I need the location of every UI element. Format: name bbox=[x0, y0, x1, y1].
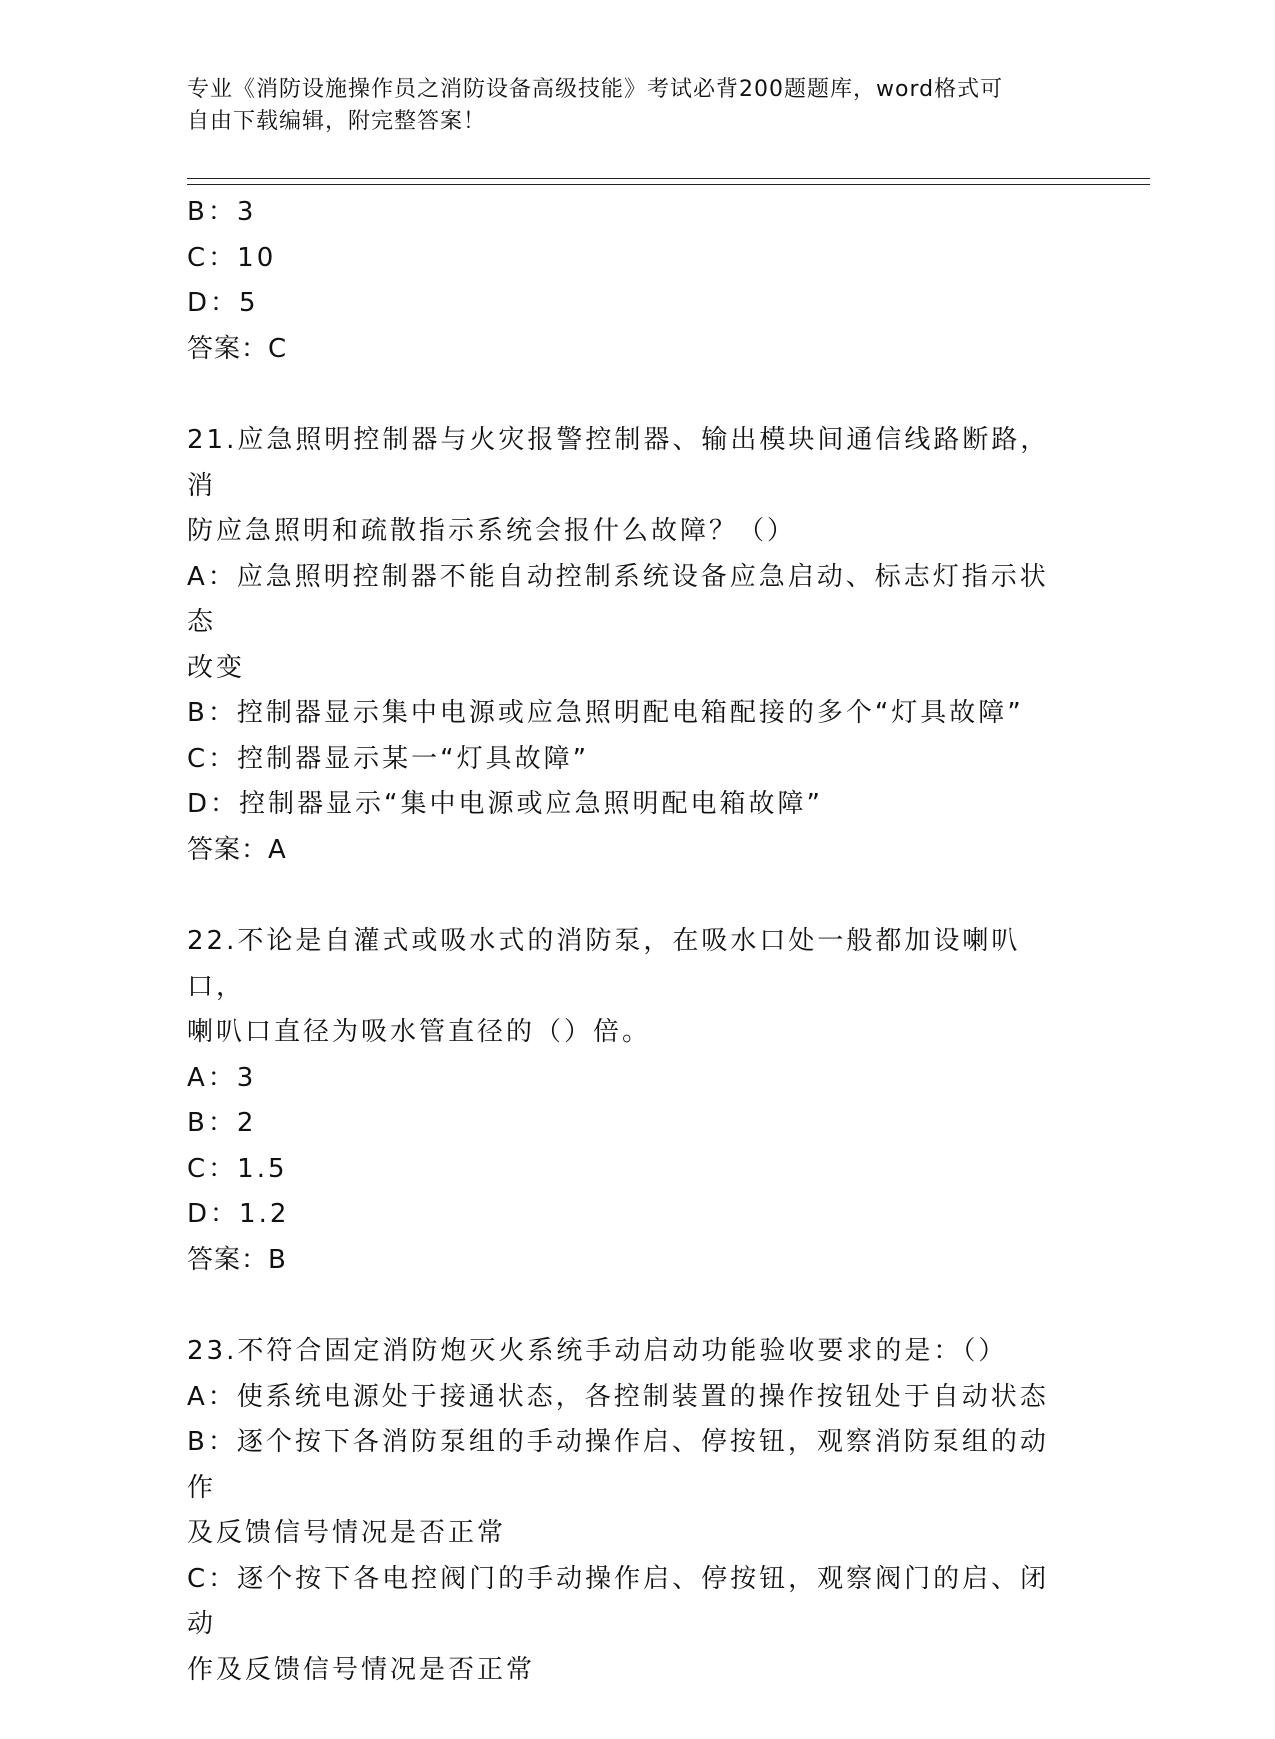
option-c: C：1.5 bbox=[187, 1153, 288, 1184]
option-a-line-1: A：应急照明控制器不能自动控制系统设备应急启动、标志灯指示状态 bbox=[187, 561, 1049, 637]
question-22 bbox=[187, 919, 1067, 1283]
option-c-line-2: 作及反馈信号情况是否正常 bbox=[187, 1654, 536, 1685]
option-a: A：使系统电源处于接通状态，各控制装置的操作按钮处于自动状态 bbox=[187, 1381, 1049, 1412]
option-c: C：10 bbox=[187, 242, 277, 273]
option-a: A：3 bbox=[187, 1062, 257, 1093]
header-rule-bottom bbox=[187, 184, 1150, 185]
option-b: B：控制器显示集中电源或应急照明配电箱配接的多个“灯具故障” bbox=[187, 698, 1024, 728]
question-text-line-1: 22.不论是自灌式或吸水式的消防泵，在吸水口处一般都加设喇叭口， bbox=[187, 926, 1021, 1002]
question-list bbox=[187, 190, 1067, 1739]
document-header bbox=[187, 74, 1067, 138]
option-a-line-2: 改变 bbox=[187, 652, 246, 683]
answer: 答案：C bbox=[187, 333, 288, 364]
option-d: D：1.2 bbox=[187, 1199, 290, 1229]
question-21 bbox=[187, 418, 1067, 873]
option-b-line-2: 及反馈信号情况是否正常 bbox=[187, 1518, 507, 1548]
question-text-line-2: 喇叭口直径为吸水管直径的（）倍。 bbox=[187, 1017, 652, 1047]
question-20 bbox=[187, 190, 1067, 372]
question-text-line-2: 防应急照明和疏散指示系统会报什么故障？（） bbox=[187, 516, 797, 546]
option-d: D：5 bbox=[187, 288, 259, 318]
answer: 答案：A bbox=[187, 834, 287, 865]
answer: 答案：B bbox=[187, 1244, 287, 1275]
option-b: B：3 bbox=[187, 197, 257, 227]
header-line-2: 自由下载编辑，附完整答案！ bbox=[187, 109, 487, 134]
option-c-line-1: C：逐个按下各电控阀门的手动操作启、停按钮，观察阀门的启、闭动 bbox=[187, 1563, 1050, 1639]
option-c: C：控制器显示某一“灯具故障” bbox=[187, 743, 590, 774]
option-b-line-1: B：逐个按下各消防泵组的手动操作启、停按钮，观察消防泵组的动作 bbox=[187, 1427, 1049, 1503]
option-b: B：2 bbox=[187, 1108, 257, 1138]
question-text-line-1: 21.应急照明控制器与火灾报警控制器、输出模块间通信线路断路，消 bbox=[187, 425, 1050, 501]
header-rule-top bbox=[187, 178, 1150, 179]
question-23 bbox=[187, 1329, 1067, 1693]
option-d: D：控制器显示“集中电源或应急照明配电箱故障” bbox=[187, 789, 823, 819]
question-text-line-1: 23.不符合固定消防炮灭火系统手动启动功能验收要求的是：（） bbox=[187, 1336, 1008, 1366]
header-line-1: 专业《消防设施操作员之消防设备高级技能》考试必背200题题库，word格式可 bbox=[187, 77, 1004, 102]
